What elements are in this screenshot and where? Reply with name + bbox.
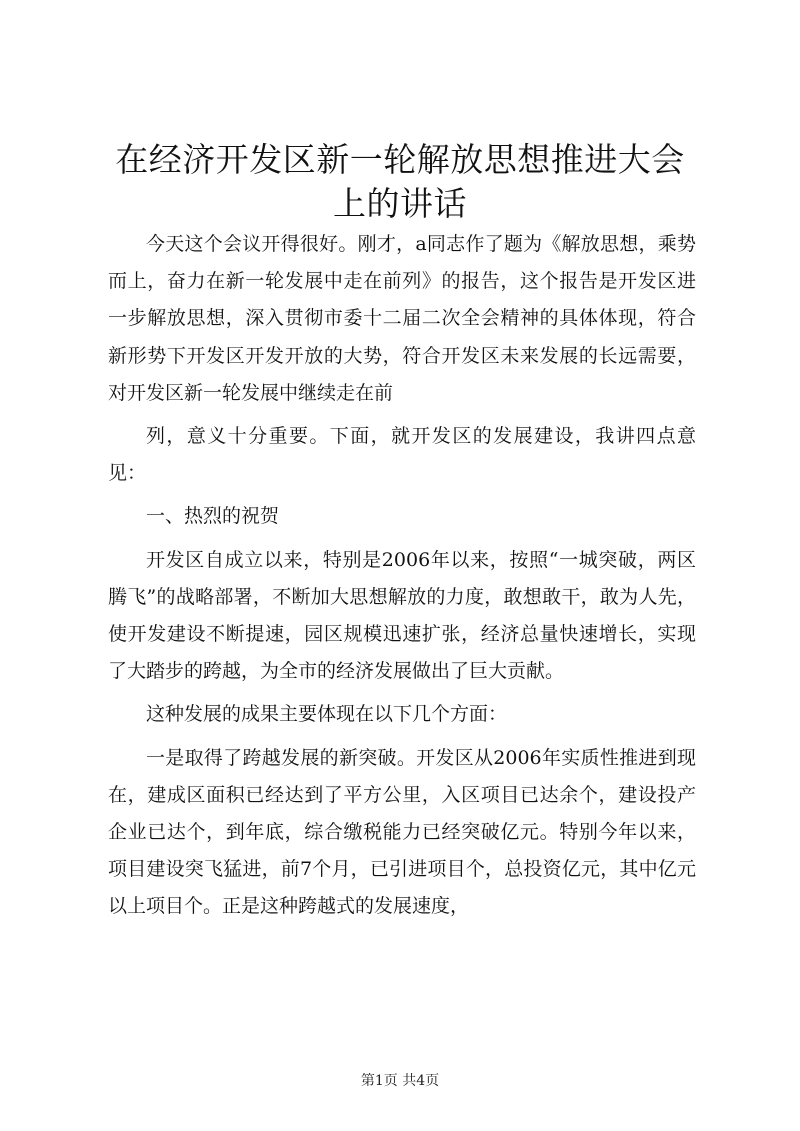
paragraph: 列，意义十分重要。下面，就开发区的发展建设，我讲四点意见： bbox=[108, 425, 696, 485]
paragraph: 这种发展的成果主要体现在以下几个方面： bbox=[146, 703, 508, 726]
document-body bbox=[108, 226, 696, 926]
section-heading: 一、热烈的祝贺 bbox=[146, 505, 280, 528]
paragraph: 一是取得了跨越发展的新突破。开发区从2006年实质性推进到现在，建成区面积已经达到了平方公里，入区项目已达余个，建设投产企业已达个，到年底，综合缴税能力已经突破亿元。特别今年以来，项目建设突飞猛进，前7个月，已引进项目个，总投资亿元，其中亿元以上项目个。正是这种跨越式的发展速度， bbox=[108, 746, 696, 918]
document-title: 在经济开发区新一轮解放思想推进大会上的讲话 bbox=[115, 140, 685, 223]
page-number-footer: 第1页 共4页 bbox=[360, 1073, 440, 1089]
paragraph: 今天这个会议开得很好。刚才，a同志作了题为《解放思想，乘势而上，奋力在新一轮发展中走在前列》的报告，这个报告是开发区进一步解放思想，深入贯彻市委十二届二次全会精神的具体体现，符合新形势下开发区开发开放的大势，符合开发区未来发展的长远需要，对开发区新一轮发展中继续走在前 bbox=[108, 233, 696, 404]
paragraph: 开发区自成立以来，特别是2006年以来，按照“一城突破，两区腾飞”的战略部署，不断加大思想解放的力度，敢想敢干，敢为人先，使开发建设不断提速，园区规模迅速扩张，经济总量快速增长，实现了大踏步的跨越，为全市的经济发展做出了巨大贡献。 bbox=[108, 548, 696, 683]
